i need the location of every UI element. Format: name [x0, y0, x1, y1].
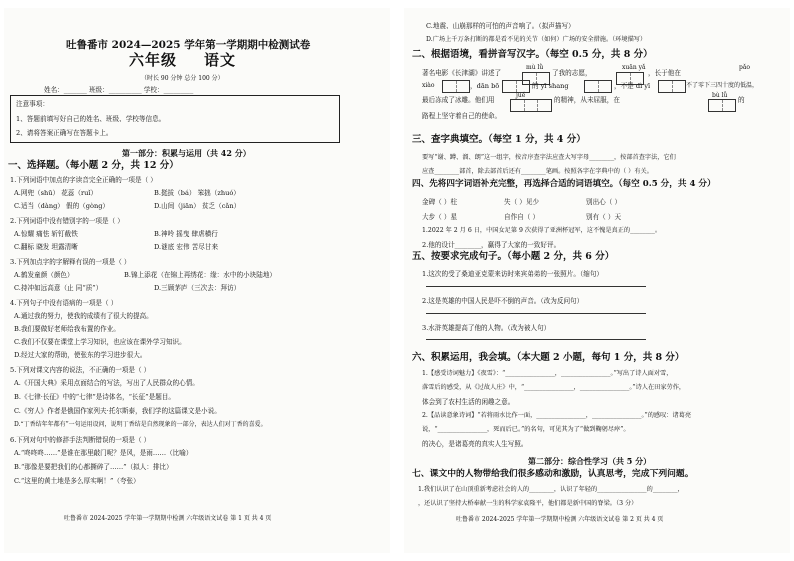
s7-q1-line2: ，还认识了坚持大桥奉献一生的科学家袁隆平，他们都是新中国的脊梁。（3 分） [418, 500, 638, 507]
s6-q1-line3: 体会到了农村生活的闲趣之意。 [422, 398, 515, 406]
page-footer-2: 吐鲁番市 2024-2025 学年第一学期期中检测 六年级语文试卷 第 2 页 共 4 页 [456, 516, 664, 523]
s2-box-7[interactable] [510, 99, 552, 112]
s6-q1-line1: 1.【感受诗词魅力】《夜雪》：“________________，________________。”写出了诗人面对雪， [422, 370, 673, 377]
s2-line3-c: 的精神，从未屈服，在 [554, 96, 620, 104]
q3-option-b: B.锦上添花（在锦上再绣花：缘：水中的小块陆地） [124, 271, 277, 279]
q2-option-a: A.惊耀 痛怯 斩钉截铁 [14, 230, 78, 238]
section-4-title: 四、先将四字词语补充完整，再选择合适的词语填空。（每空 0.5 分，共 4 分） [412, 179, 716, 189]
q1-option-d: D.山间（jiān） 贫乏（cǎn） [154, 202, 241, 210]
s5-q3-answer-line[interactable] [426, 339, 646, 340]
s3-line1: 要写“谢、蹲、溜、朗”这一组字，按音序查字法应查大写字母________，按部首查字法，它们 [422, 154, 676, 161]
q6-option-d: D.广场上千万条打断的都是看不见的关节（如何）广场的安全措施。（环境描写） [426, 36, 647, 43]
s6-q2-line2: 说，“________________，死而后已。”的名句，可见其为了“做到鞠躬尽瘁”。 [422, 426, 630, 433]
s2-line1-c: 了我的志愿， [552, 69, 592, 77]
q5-option-c: C.《穷人》作者是俄国作家列夫·托尔斯泰，我们学的这篇课文是小说。 [14, 407, 221, 415]
s2-line3-e: 的 [738, 96, 745, 104]
part1-title: 第一部分：积累与运用（共 42 分） [122, 148, 251, 158]
s4-idiom-4: 大步（ ）星 [422, 213, 458, 221]
grade-label: 六年级 [129, 51, 178, 69]
q2-option-b: B.神呤 摇曳 肆虐横行 [154, 230, 218, 238]
s4-sentence-1: 1.2022 年 2 月 6 日，中国女足第 9 次获得了亚洲杯冠军，这不愧是真正的________。 [422, 227, 662, 234]
s2-box-8[interactable] [708, 99, 736, 112]
notice-item-2: 2、请将答案正确写在答题卡上。 [16, 129, 113, 137]
exam-title: 吐鲁番市 2024—2025 学年第一学期期中检测试卷 [66, 39, 311, 51]
q4-option-d: D.经过大家的帮助，使张东的学习进步很大。 [14, 351, 147, 359]
part2-title: 第二部分：综合性学习（共 5 分） [528, 456, 652, 466]
s2-pinyin-5: ，dān bō [470, 82, 500, 90]
section-6-title: 六、积累运用，我会填。（本大题 2 小题，每句 1 分，共 8 分） [412, 352, 685, 363]
q3-stem: 3.下列加点字的字解释有误的一项是（ ） [10, 258, 131, 266]
q2-stem: 2.下列词语中没有错别字的一项是（ ） [10, 217, 124, 225]
s4-idiom-3: 别出心（ ） [586, 198, 622, 206]
q4-option-a: A.通过我的努力，使我的成绩有了很大的提高。 [14, 312, 153, 320]
s5-q3: 3.水浒英雄提高了他的人物。（改为被人句） [422, 324, 551, 332]
s2-pinyin-2: xuān yǎ [622, 64, 646, 71]
q6-option-a: A.“咚咚咚……”是谁在那里敲门呢？是风，是雨……（比喻） [14, 449, 193, 457]
notice-item-1: 1、答题前填写好自己的姓名、班级、学校等信息。 [16, 115, 166, 123]
s2-box-6[interactable] [658, 80, 686, 93]
q5-stem: 5.下列对课文内容的说法，不正确的一项是（ ） [10, 366, 151, 374]
s2-box-3[interactable] [442, 80, 470, 93]
s2-line3-a: 最后冻成了冰雕。他们用 [422, 96, 495, 104]
s6-q2-line3: 的决心，是诸葛亮的真实人生写照。 [422, 440, 528, 448]
q3-option-a: A.鹤发童颜（颜色） [14, 271, 74, 279]
s4-idiom-1: 金碑（ ）柱 [422, 198, 458, 206]
s5-q1-answer-line[interactable] [426, 286, 646, 287]
s5-q1: 1.这次的受了桑迪亚克蒙来访时来宾弟弟的一张照片。（缩句） [422, 270, 604, 278]
q2-option-d: D.谜底 宏伟 苦尽甘来 [154, 243, 219, 251]
q2-option-c: C.翻标 晓发 坦露清晰 [14, 243, 78, 251]
s4-idiom-6: 别有（ ）天 [586, 213, 622, 221]
section-3-title: 三、查字典填空。（每空 1 分，共 4 分） [412, 134, 586, 145]
q1-stem: 1.下列词语中加点的字读音完全正确的一项是（ ） [10, 176, 157, 184]
q5-option-d: D.“丁香结年年都有”一句运用设问，说明丁香结是自然现象的一部分，表达人们对丁香的喜爱。 [14, 421, 267, 428]
section-7-title: 七、课文中的人物带给我们很多感动和激励，认真思考，完成下列问题。 [412, 469, 694, 479]
q6-option-b: B.“那像是要把我们的心都撕碎了……”（拟人：排比） [14, 463, 173, 471]
q1-option-a: A.网兜（shū） 花蕊（ruǐ） [14, 189, 98, 197]
s2-line1-e: ，长于他在 [648, 69, 681, 77]
exam-page-1 [4, 8, 390, 553]
s2-pinyin-7: ，不是 dì yī [614, 82, 651, 90]
s5-q2: 2.这是英雄的中国人民是吓不倒的声音。（改为反问句） [422, 297, 584, 305]
s4-sentence-2: 2.他的设计________，赢得了大家的一致好评。 [422, 241, 561, 249]
info-line: 姓名：_______ 班级：__________ 学校：_________ [44, 86, 194, 94]
page-footer-1: 吐鲁番市 2024-2025 学年第一学期期中检测 六年级语文试卷 第 1 页 共 4 页 [64, 515, 272, 522]
s2-box-5[interactable] [584, 80, 612, 93]
q6-stem: 6.下列对句中的修辞手法判断错误的一项是（ ） [10, 436, 151, 444]
time-score: （时长 90 分钟 总分 100 分） [141, 75, 224, 82]
s2-pinyin-3: pǎo [739, 64, 751, 71]
s3-line2: 应查________部首，除去部首后还有________笔画。按照各字在字典中的（ ）有关。 [422, 168, 653, 175]
q4-stem: 4.下列句子中没有语病的一项是（ ） [10, 299, 118, 307]
q6-option-c: C.“这里的黄土地是多么厚实啊！”（夸张） [14, 477, 140, 485]
s4-idiom-5: 自作自（ ） [504, 213, 540, 221]
s2-pinyin-6: 的 yī shang [532, 82, 569, 90]
s5-q2-answer-line[interactable] [426, 313, 646, 314]
s2-pinyin-4: xiào [422, 82, 435, 89]
s2-line2-e: 不了零下三四十度的低温， [686, 82, 759, 89]
s2-pinyin-9: bù lǚ [712, 92, 728, 99]
q5-option-b: B.《七律·长征》中的“七律”是诗体名，“长征”是题目。 [14, 393, 175, 401]
s2-line4: 路程上坚守着自己的使命。 [422, 112, 502, 120]
q5-option-a: A.《开国大典》采用点面结合的写法，写出了人民群众的心情。 [14, 379, 199, 387]
s7-q1-line1: 1.我们认识了在山顶重新考虑社会的人的________，认识了年轻的________________的________， [418, 486, 684, 493]
q4-option-c: C.我们不仅要在课堂上学习知识，也应该在课外学习知识。 [14, 338, 186, 346]
q3-option-c: C.持冲如远高意（止 同“质”） [14, 284, 103, 292]
q1-option-b: B.挺拔（bá） 笨拙（zhuó） [154, 189, 240, 197]
section-1-title: 一、选择题。（每小题 2 分，共 12 分） [8, 160, 179, 171]
section-2-title: 二、根据语境，看拼音写汉字。（每空 0.5 分，共 8 分） [412, 49, 653, 60]
q4-option-b: B.我们要做好老师给我布置的作业。 [14, 325, 120, 333]
q1-option-c: C.适当（dàng） 假的（gòng） [14, 202, 110, 210]
s4-idiom-2: 失（ ）见少 [504, 198, 540, 206]
s2-line1-a: 著名电影《长津湖》讲述了 [422, 69, 502, 77]
s6-q2-line1: 2.【品读意象诗词】“若将雨水比作一面，________________，________________。”的感叹：诸葛亮 [422, 412, 692, 419]
subject-label: 语文 [204, 51, 237, 69]
exam-page-2 [404, 8, 790, 553]
notice-title: 注意事项： [16, 100, 49, 108]
section-5-title: 五、按要求完成句子。（每小题 2 分，共 6 分） [412, 251, 615, 262]
q3-option-d: D.三顾茅庐（三次去：拜访） [154, 284, 241, 292]
s2-pinyin-8: jué [516, 92, 526, 99]
q6-option-c-cont: C.地震、山崩那样的可怕的声音响了。（拟声描写） [426, 22, 575, 30]
s2-pinyin-1: mù lǜ [526, 64, 544, 71]
s6-q1-line2: 落雪后的感受，从《过故人庄》中，“________________，________________。”诗人在田家劳作， [422, 384, 686, 391]
